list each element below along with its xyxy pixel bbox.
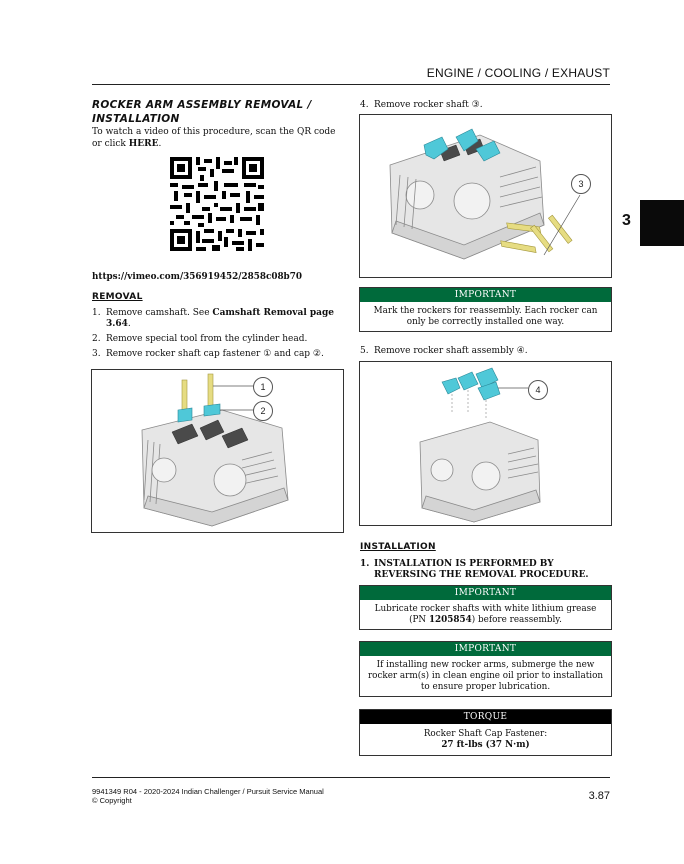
step-text: Remove camshaft. See: [106, 308, 213, 318]
important-body: Mark the rockers for reassembly. Each rocker can only be correctly installed one way.: [373, 306, 598, 327]
important-body: If installing new rocker arms, submerge the new rocker arm(s) in clean engine oil prior to installation to ensure proper lubrication.: [367, 660, 604, 692]
removal-step-3: [92, 349, 342, 360]
manual-title: 9941349 R04 - 2020-2024 Indian Challenger / Pursuit Service Manual: [92, 787, 324, 796]
step-number: 5.: [360, 346, 369, 356]
installation-step-1: [360, 559, 610, 581]
part-number: 1205854: [428, 615, 472, 625]
step-number: 3.: [92, 349, 101, 359]
step-text: Remove rocker shaft cap fastener ① and cap ②.: [106, 349, 324, 359]
removal-step-1: [92, 308, 342, 330]
important-header: IMPORTANT: [360, 642, 611, 656]
step-number: 2.: [92, 334, 101, 344]
step-reference[interactable]: Camshaft Removal page 3.64: [106, 308, 335, 329]
removal-step-4: [360, 100, 610, 111]
step-text: Remove special tool from the cylinder head.: [106, 334, 308, 344]
removal-steps: [92, 308, 342, 364]
cylinder-head-shafts-illustration: [360, 115, 611, 277]
callout-4: 4: [528, 380, 548, 400]
cylinder-head-illustration: [92, 370, 343, 532]
torque-header: TORQUE: [360, 710, 611, 724]
step-number: 1.: [360, 559, 370, 569]
callout-2: 2: [253, 401, 273, 421]
copyright: © Copyright: [92, 796, 132, 805]
step-text: Remove rocker shaft assembly ④.: [374, 346, 528, 356]
figure-rocker-shaft: [359, 114, 612, 278]
step-5-list: [360, 346, 610, 357]
important-header: IMPORTANT: [360, 586, 611, 600]
intro-end: .: [158, 138, 162, 149]
step-number: 4.: [360, 100, 369, 110]
footer-divider: [92, 777, 610, 778]
step-number: 1.: [92, 308, 101, 318]
video-url[interactable]: https://vimeo.com/356919452/2858c08b70: [92, 272, 302, 282]
torque-label: Rocker Shaft Cap Fastener:: [423, 729, 548, 739]
page-title: ROCKER ARM ASSEMBLY REMOVAL / INSTALLATION: [92, 99, 312, 125]
section-header: ENGINE / COOLING / EXHAUST: [426, 66, 610, 80]
figure-rocker-assembly: [359, 361, 612, 526]
torque-spec: [359, 709, 612, 756]
header-divider: [92, 84, 610, 85]
step-text: INSTALLATION IS PERFORMED BY REVERSING THE REMOVAL PROCEDURE.: [374, 559, 589, 580]
important-note-3: [359, 641, 612, 697]
removal-step-5: [360, 346, 610, 357]
figure-cap-fastener: [91, 369, 344, 533]
important-note-1: [359, 287, 612, 332]
important-text-end: ) before reassembly.: [471, 615, 562, 625]
installation-heading: INSTALLATION: [360, 542, 436, 552]
chapter-tab: [640, 200, 684, 246]
installation-steps: [360, 559, 610, 581]
step-text: Remove rocker shaft ③.: [374, 100, 483, 110]
torque-value: 27 ft-lbs (37 N·m): [441, 740, 530, 750]
callout-3: 3: [571, 174, 591, 194]
step-4-list: [360, 100, 610, 111]
qr-code[interactable]: [170, 157, 264, 251]
important-note-2: [359, 585, 612, 630]
important-header: IMPORTANT: [360, 288, 611, 302]
step-text-end: .: [127, 319, 131, 329]
video-intro: [92, 127, 342, 150]
callout-1: 1: [253, 377, 273, 397]
important-text: Lubricate rocker shafts with white lithium grease (PN: [374, 604, 597, 625]
chapter-tab-number: 3: [622, 212, 631, 229]
important-body: [360, 600, 611, 629]
footer-manual: [92, 787, 324, 805]
intro-text: To watch a video of this procedure, scan the QR code or click: [92, 127, 336, 149]
page-number: 3.87: [588, 790, 610, 802]
removal-step-2: [92, 334, 342, 345]
torque-body: [360, 724, 611, 755]
video-link[interactable]: HERE: [128, 138, 159, 149]
removal-heading: REMOVAL: [92, 292, 143, 302]
rocker-assembly-illustration: [360, 362, 611, 525]
